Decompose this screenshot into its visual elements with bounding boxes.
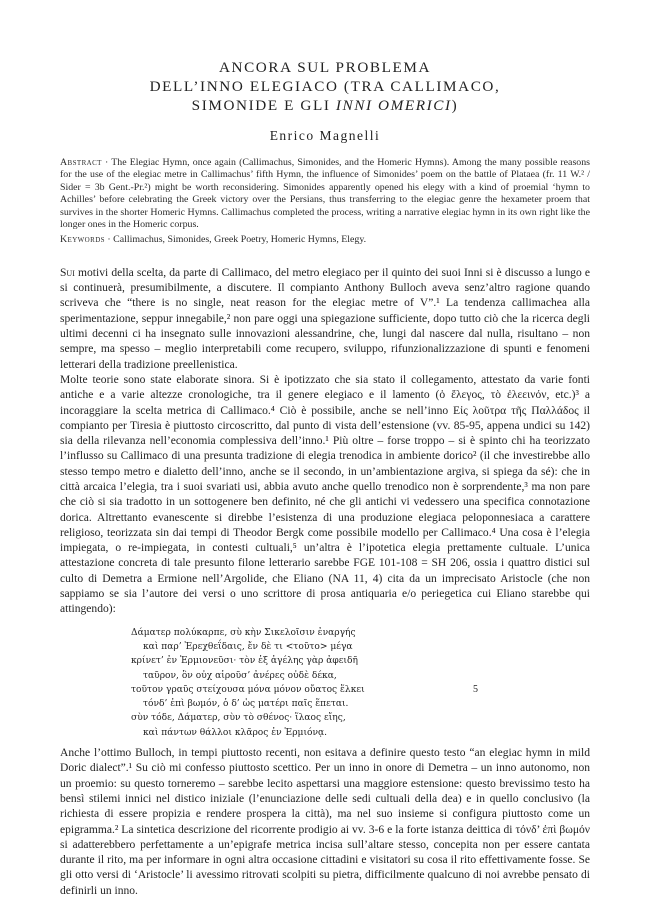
title-line-3 (60, 96, 590, 115)
title-line-1: ANCORA SUL PROBLEMA (218, 59, 432, 76)
keywords-text: · Callimachus, Simonides, Greek Poetry, Homeric Hymns, Elegy. (104, 234, 367, 246)
quote-line-6: τόνδ’ ἐπὶ βωμόν, ὁ δ’ ὡς ματέρι παῖς ἕπεται. (143, 699, 349, 710)
quote-line-5: τοῦτον γραῦς στείχουσα μόνα μόνον οὔατος ἕλκει (131, 684, 365, 695)
paragraph-2: Molte teorie sono state elaborate sinora. Si è ipotizzato che sia stato il collegamento, attestato da varie fonti antiche e a varie altezze cronologiche, tra il genere elegiaco e il lamento (ὁ ἔλεγος, τὸ ἐλεεινόν, etc.)³ a incoraggiare la scelta metrica di Callimaco.⁴ Ciò è possibile, anche se nell’inno Εἰς λοῦτρα τῆς Παλλάδος il compianto per Tiresia è piuttosto circoscritto, dal punto di vista dell’estensione (vv. 85-95, appena undici su 142) sia della rilevanza nell’economia complessiva dell’inno.¹ Più oltre – forse troppo – si è spinto chi ha teorizzato l’influsso su Callimaco di una presunta tradizione di elegia trenodica in ambiente dorico² (il che investirebbe allo stesso tempo metro e dialetto dell’inno, anche se il secondo, in un’ambientazione argiva, si spiega da sé): che in città arcaica l’elegia, tra i suoi svariati usi, abbia avuto anche quello trenodico non è sorprendente,³ ma non pare che ciò si sia tradotto in un sottogenere ben definito, né che gli antichi vi vedessero una specifica connotazione dorica. Altrettanto evanescente si direbbe l’esistenza di una produzione elegiaca peloponnesiaca a carattere religioso, teorizzata sin dai tempi di Theodor Bergk come possibile modello per Callimaco.⁴ Una cosa è l’elegia impiegata, o re-impiegata, in contesti cultuali,⁵ un’altra è l’ipotetica elegia prettamente cultuale. L’unica attestazione concreta di tale presunto filone letterario sarebbe FGE 101-108 = SH 206, ossia i quattro distici sul culto di Demetra a Ermione nell’Argolide, che Eliano (NA 11, 4) cita da un imprecisato Aristocle (che non sappiamo se sia l’autore dei versi o uno scrittore di prosa antiquaria e/o periegetica cui Eliano starebbe qui attingendo): (60, 373, 590, 616)
title-line-2: DELL’INNO ELEGIACO (TRA CALLIMACO, (149, 78, 501, 95)
paragraph-3: Anche l’ottimo Bulloch, in tempi piuttosto recenti, non esitava a definire questo testo “an elegiac hymn in mild Doric dialect”.¹ Su ciò mi confesso piuttosto scettico. Per un inno in onore di Demetra – un inno autonomo, non un proemio: su questo torneremo – sarebbe lecito aspettarsi una maggiore estensione: questo brevissimo testo ha bensì stilemi innici nel distico iniziale (l’enunciazione delle sedi cultuali della dea) e in quello conclusivo (la richiesta di essere propizia e rendere prospera la città), ma nel suo insieme si configura piuttosto come un epigramma.² La sintetica descrizione del ricorrente prodigio ai vv. 3-6 e la forte istanza deittica di τόνδ’ ἐπὶ βωμόν si adatterebbero perfettamente a un’epigrafe metrica incisa sull’altare stesso, concepita non per essere cantata durante il rito, ma per informare in ogni altra occasione cittadini e visitatori su cosa il rito effettivamente fosse. Se gli otto versi di ‘Aristocle’ li avessimo ritrovati scolpiti su pietra, difficilmente qualcuno di noi avrebbe pensato di definirli un inno. (60, 747, 590, 897)
article-title (60, 58, 590, 115)
quote-line-number: 5 (473, 683, 478, 695)
quote-line-7: σὺν τόδε, Δάματερ, σὺν τὸ σθένος· ἵλαος εἴης, (131, 713, 346, 724)
title-line-3-pre: SIMONIDE E GLI (191, 97, 336, 114)
quote-line-3: κρίνετ’ ἐν Ἑρμιονεῦσι· τὸν ἐξ ἀγέλης γὰρ ἀφειδῆ (131, 656, 358, 667)
title-line-3-post: ) (451, 97, 459, 114)
abstract (60, 157, 590, 231)
keywords (60, 234, 590, 246)
greek-quotation (131, 626, 491, 740)
article-page (60, 58, 590, 899)
abstract-text: · The Elegiac Hymn, once again (Callimachus, Simonides, and the Homeric Hymns). Among the many possible reasons for the use of the elegiac metre in Callimachus’ fifth Hymn, the influence of Simonides’ poem on the battle of Plataea (fr. 11 W.² / Sider = 3b Gent.-Pr.²) might be worth reconsidering. Simonides apparently opened his elegy with a kind of proemial ‘hymn to Achilles’ before celebrating the Greek victory over the Persians, thus transferring to the elegiac genre the hexameter proem that survives in the shorter Homeric Hymns. Callimachus completed the process, writing a narrative elegiac hymn in its own right like the longer ones in the Homeric corpus. (60, 157, 590, 231)
article-body (60, 266, 590, 899)
paragraph-1-lead: Sui (60, 266, 75, 279)
title-line-3-italic: INNI OMERICI (335, 97, 452, 114)
quote-line-2: καὶ παρ’ Ἐρεχθεΐδαις, ἔν δὲ τι <τοῦτο> μέγα (143, 641, 353, 652)
paragraph-1-text: motivi della scelta, da parte di Callimaco, del metro elegiaco per il quinto dei suoi Inni si è discusso a lungo e si continuerà, presumibilmente, a discutere. Il compianto Anthony Bulloch aveva senz’altro ragione quando scriveva che “there is no single, neat reason for the elegiac metre of V”.¹ La tendenza callimachea alla sperimentazione, seppur innegabile,² non pare oggi una spiegazione sufficiente, dopo tutto ciò che la ricerca degli ultimi decenni ci ha insegnato sulle innovazioni alessandrine, che, lungi dal nascere dal nulla, risultano – non sempre, ma spesso – meglio interpretabili come recupero, sviluppo, rifunzionalizzazione di spunti e fenomeni letterari della tradizione preellenistica. (60, 266, 590, 371)
abstract-label: Abstract (60, 157, 102, 168)
quote-line-4: ταῦρον, ὃν οὐχ αἱροῦσ’ ἀνέρες οὐδὲ δέκα, (143, 670, 337, 681)
quote-line-8: καὶ πάντων θάλλοι κλᾶρος ἐν Ἑρμιόνᾳ. (143, 727, 328, 738)
author-name: Enrico Magnelli (269, 128, 381, 143)
quote-line-1: Δάματερ πολύκαρπε, σὺ κὴν Σικελοῖσιν ἐναργής (131, 627, 356, 638)
paragraph-1 (60, 266, 590, 373)
keywords-label: Keywords (60, 234, 105, 246)
